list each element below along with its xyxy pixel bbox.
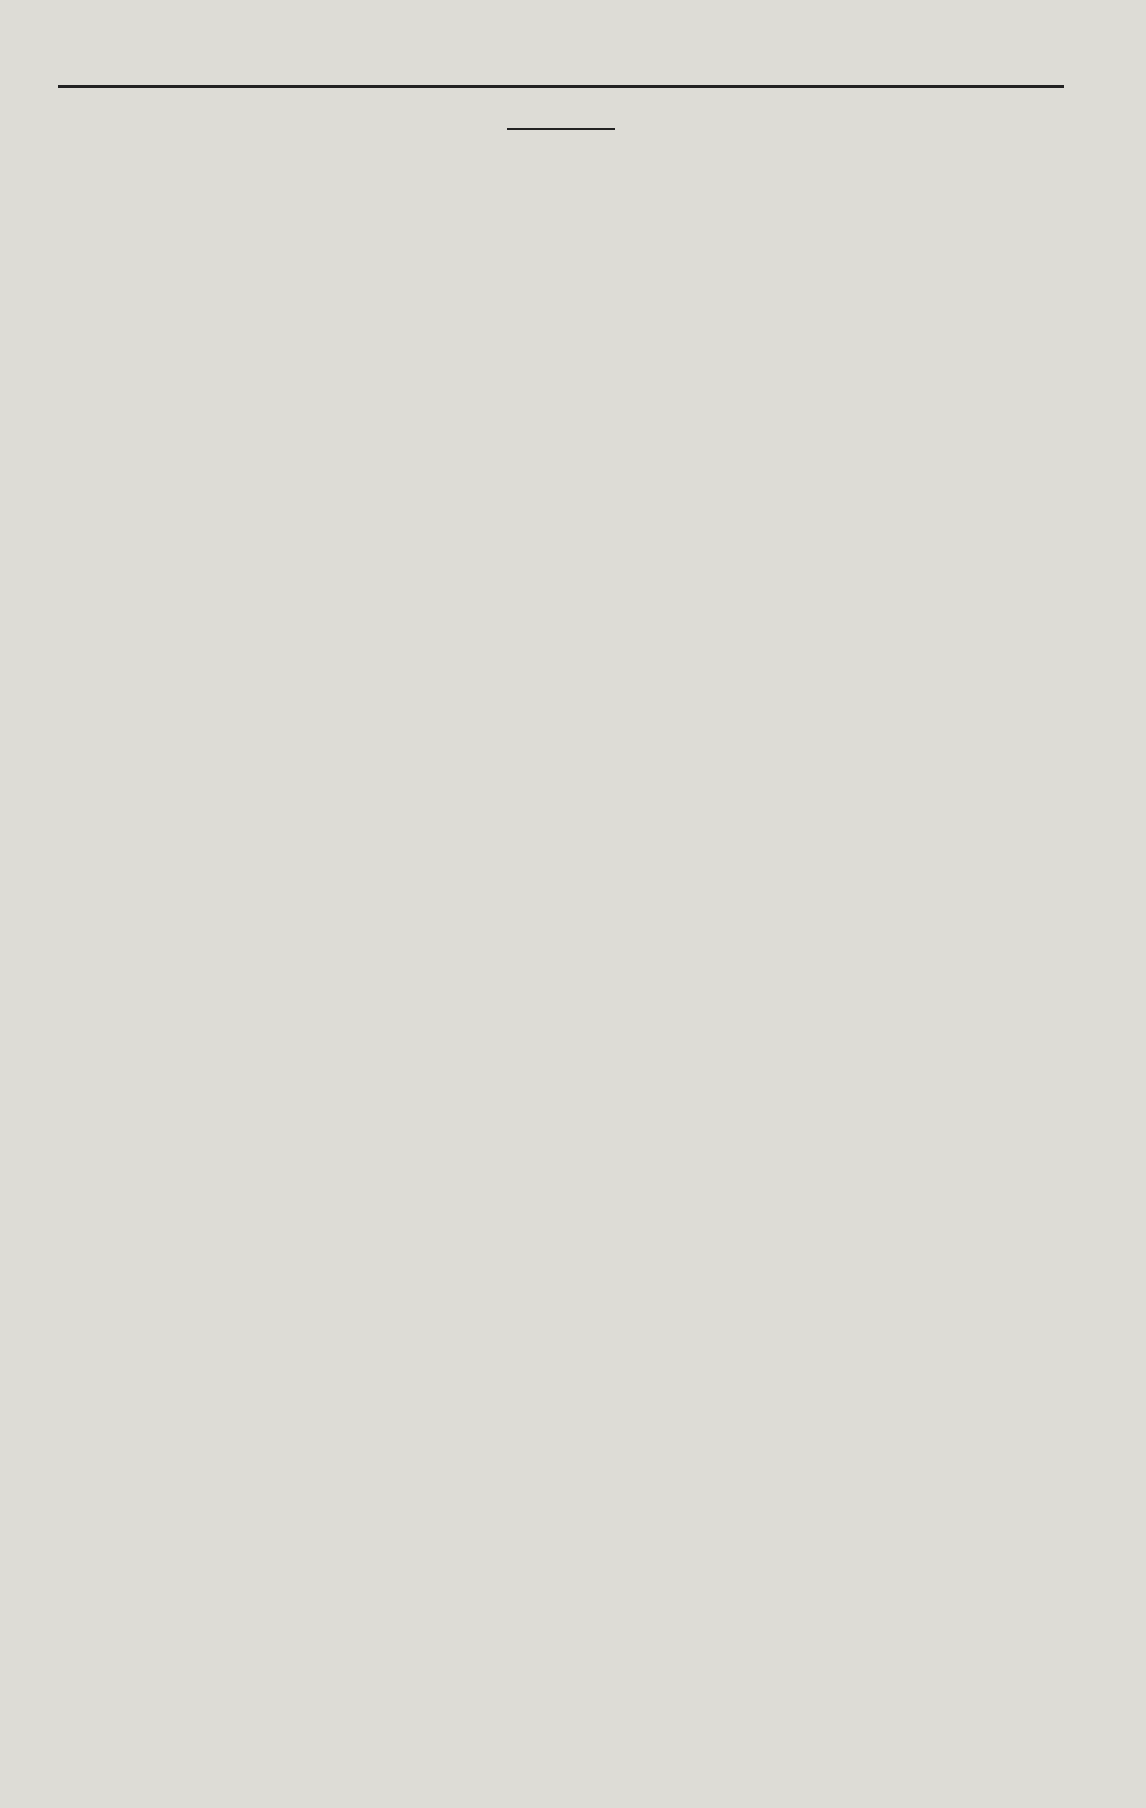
section-divider xyxy=(507,128,615,130)
running-header xyxy=(58,40,1064,88)
header-rule xyxy=(58,85,1064,88)
document-body xyxy=(58,112,1064,144)
